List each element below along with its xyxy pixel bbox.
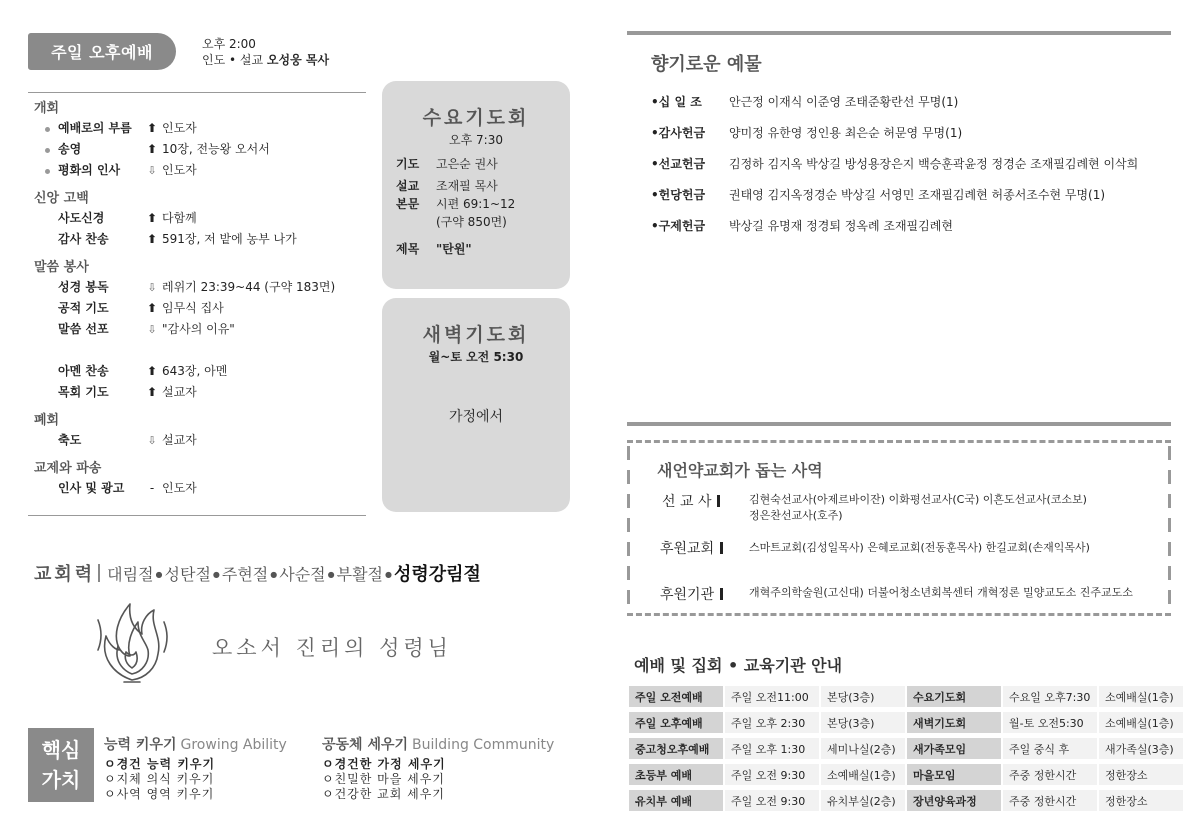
schedule-event: 초등부 예배	[629, 764, 723, 785]
schedule-place: 본당(3층)	[821, 686, 905, 707]
order-item	[34, 340, 364, 361]
calendar-label: 교회력	[34, 564, 96, 585]
schedule-event: 장년양육과정	[907, 790, 1001, 811]
order-item-value: 설교자	[162, 385, 197, 399]
calendar-season: 대림절	[107, 565, 154, 584]
schedule-place: 소예배실(1층)	[821, 764, 905, 785]
order-item	[34, 139, 364, 160]
value-item: ㅇ사역 영역 키우기	[104, 787, 215, 801]
offerings-title: 향기로운 예물	[651, 54, 762, 75]
value-group-ability	[104, 734, 287, 802]
value-item: ㅇ친밀한 마을 세우기	[322, 772, 445, 786]
holy-spirit-flame-icon	[92, 600, 172, 688]
leader-prefix: 인도 • 설교	[202, 53, 264, 67]
schedule-time: 수요일 오후7:30	[1003, 686, 1097, 707]
stand-arrow-icon: ⬆	[146, 364, 158, 378]
schedule-event: 주일 오후예배	[629, 712, 723, 733]
order-item-value: 10장, 전능왕 오서서	[162, 142, 270, 156]
stand-arrow-icon: ⬆	[146, 232, 158, 246]
order-item	[34, 208, 364, 229]
divider	[627, 422, 1171, 426]
schedule-event: 유치부 예배	[629, 790, 723, 811]
dashed-border	[627, 446, 630, 610]
schedule-time: 주중 정한시간	[1003, 790, 1097, 811]
order-item-value: 인도자	[162, 121, 197, 135]
ministry-category: 후원기관	[660, 584, 723, 604]
bullet-icon	[45, 148, 50, 153]
order-item	[34, 382, 364, 403]
ministry-list: 김현숙선교사(아제르바이잔) 이화평선교사(C국) 이흔도선교사(코소보) 정은찬선교사(호주)	[749, 493, 1087, 522]
ministry-category: 후원교회	[660, 538, 723, 558]
order-item-value: 설교자	[162, 433, 197, 447]
value-item: ㅇ경건 능력 키우기	[104, 757, 216, 771]
calendar-season: 부활절	[336, 565, 383, 584]
value-group-title: 능력 키우기 Growing Ability	[104, 737, 287, 753]
wednesday-row: 제목 "탄원"	[396, 242, 472, 256]
afternoon-service-time: 오후 2:00	[202, 37, 256, 51]
order-item-value: 인도자	[162, 481, 197, 495]
value-item: ㅇ지체 의식 키우기	[104, 772, 215, 786]
wednesday-prayer-box	[382, 81, 570, 289]
schedule-event: 새가족모임	[907, 738, 1001, 759]
order-item-label: 송영	[58, 142, 82, 156]
order-item	[34, 298, 364, 319]
order-section-title: 말씀 봉사	[34, 260, 89, 275]
schedule-event: 마을모임	[907, 764, 1001, 785]
order-section-title: 개회	[34, 101, 60, 116]
holy-spirit-text: 오소서 진리의 성령님	[212, 636, 452, 660]
order-item	[34, 361, 364, 382]
table-row	[629, 738, 1183, 759]
order-item-label: 성경 봉독	[58, 280, 109, 294]
order-section-title: 신앙 고백	[34, 191, 89, 206]
order-section-title: 교제와 파송	[34, 461, 102, 476]
stand-arrow-icon: ⬆	[146, 385, 158, 399]
dash-icon: -	[149, 481, 155, 495]
church-calendar	[34, 560, 481, 586]
divider	[28, 92, 366, 93]
leader-name: 오성웅 목사	[266, 53, 330, 67]
order-item	[34, 478, 364, 499]
wednesday-row: 본문 시편 69:1~12	[396, 197, 516, 211]
schedule-time: 주일 중식 후	[1003, 738, 1097, 759]
schedule-event: 수요기도회	[907, 686, 1001, 707]
table-row	[629, 712, 1183, 733]
separator-dot: ●	[155, 570, 163, 579]
separator-dot: ●	[212, 570, 220, 579]
order-section-title: 폐회	[34, 413, 60, 428]
table-row	[629, 790, 1183, 811]
calendar-season: 성탄절	[164, 565, 211, 584]
ministry-category: 선 교 사	[662, 491, 720, 511]
order-item-label: 인사 및 광고	[58, 481, 125, 495]
sit-arrow-icon: ⇩	[147, 434, 157, 447]
order-item-label: 목회 기도	[58, 385, 109, 399]
sit-arrow-icon: ⇩	[147, 164, 157, 177]
schedule-event: 새벽기도회	[907, 712, 1001, 733]
table-row	[629, 764, 1183, 785]
order-item	[34, 160, 364, 181]
schedule-time: 월-토 오전5:30	[1003, 712, 1097, 733]
order-item-label: 예배로의 부름	[58, 121, 132, 135]
wednesday-row: 설교 조재필 목사	[396, 179, 498, 193]
order-item-label: 공적 기도	[58, 301, 109, 315]
schedule-time: 주중 정한시간	[1003, 764, 1097, 785]
schedule-place: 세미나실(2층)	[821, 738, 905, 759]
order-item-value: 인도자	[162, 163, 197, 177]
stand-arrow-icon: ⬆	[146, 121, 158, 135]
schedule-time: 주일 오전 9:30	[725, 764, 819, 785]
sit-arrow-icon: ⇩	[147, 281, 157, 294]
table-row	[629, 686, 1183, 707]
value-group-title: 공동체 세우기 Building Community	[322, 737, 555, 753]
order-item	[34, 118, 364, 139]
order-item-value: 다함께	[162, 211, 197, 225]
schedule-place: 본당(3층)	[821, 712, 905, 733]
order-item-label: 축도	[58, 433, 82, 447]
divider	[98, 564, 100, 582]
value-item: ㅇ건강한 교회 세우기	[322, 787, 445, 801]
order-item-value: 임무식 집사	[162, 301, 224, 315]
value-group-community	[322, 734, 554, 802]
order-item	[34, 229, 364, 250]
schedule-place: 소예배실(1층)	[1099, 712, 1183, 733]
schedule-event: 주일 오전예배	[629, 686, 723, 707]
calendar-season: 주현절	[221, 565, 269, 584]
schedule-place: 새가족실(3층)	[1099, 738, 1183, 759]
order-item-label: 아멘 찬송	[58, 364, 109, 378]
ministry-list: 스마트교회(김성일목사) 은혜로교회(전동훈목사) 한길교회(손재익목사)	[749, 541, 1090, 554]
schedule-place: 정한장소	[1099, 790, 1183, 811]
stand-arrow-icon: ⬆	[146, 142, 158, 156]
order-item	[34, 319, 364, 340]
schedule-event: 중고청오후예배	[629, 738, 723, 759]
sit-arrow-icon: ⇩	[147, 323, 157, 336]
order-item-label: 사도신경	[58, 211, 105, 225]
wednesday-row: 기도 고은순 권사	[396, 157, 498, 171]
calendar-current-season: 성령강림절	[393, 564, 481, 585]
order-item-label: 감사 찬송	[58, 232, 109, 246]
order-item	[34, 277, 364, 298]
divider	[627, 31, 1171, 35]
ministry-list: 개혁주의학술원(고신대) 더불어청소년회복센터 개혁정론 밀양교도소 진주교도소	[749, 586, 1133, 599]
schedule-table	[627, 681, 1185, 816]
wednesday-time: 오후 7:30	[449, 133, 503, 147]
dawn-title: 새벽기도회	[422, 324, 530, 346]
calendar-season: 사순절	[279, 565, 326, 584]
schedule-place: 정한장소	[1099, 764, 1183, 785]
afternoon-service-info	[202, 36, 329, 68]
order-item	[34, 430, 364, 451]
dawn-note: 가정에서	[448, 409, 504, 425]
schedule-time: 주일 오후 2:30	[725, 712, 819, 733]
schedule-title: 예배 및 집회 • 교육기관 안내	[634, 656, 843, 675]
order-item-label: 말씀 선포	[58, 322, 109, 336]
schedule-time: 주일 오전11:00	[725, 686, 819, 707]
bullet-icon	[45, 127, 50, 132]
separator-dot: ●	[270, 570, 278, 579]
schedule-time: 주일 오전 9:30	[725, 790, 819, 811]
ministries-title: 새언약교회가 돕는 사역	[657, 461, 823, 480]
wednesday-row: (구약 850면)	[436, 215, 507, 229]
order-item-value: "감사의 이유"	[162, 322, 235, 336]
dawn-time: 월~토 오전 5:30	[428, 350, 524, 364]
order-item-value: 591장, 저 밭에 농부 나가	[162, 232, 297, 246]
core-values-label: 핵심 가치	[28, 728, 94, 802]
order-of-worship	[34, 100, 364, 499]
order-item-value: 643장, 아멘	[162, 364, 228, 378]
separator-dot: ●	[384, 570, 392, 579]
schedule-place: 유치부실(2층)	[821, 790, 905, 811]
divider	[28, 515, 366, 516]
order-item-value: 레위기 23:39~44 (구약 183면)	[162, 280, 336, 294]
stand-arrow-icon: ⬆	[146, 211, 158, 225]
dashed-border	[1168, 446, 1171, 610]
bullet-icon	[45, 169, 50, 174]
separator-dot: ●	[327, 570, 335, 579]
stand-arrow-icon: ⬆	[146, 301, 158, 315]
afternoon-service-title: 주일 오후예배	[28, 33, 176, 70]
dawn-prayer-box	[382, 298, 570, 512]
schedule-place: 소예배실(1층)	[1099, 686, 1183, 707]
order-item-label: 평화의 인사	[58, 163, 121, 177]
value-item: ㅇ경건한 가정 세우기	[322, 757, 446, 771]
schedule-time: 주일 오후 1:30	[725, 738, 819, 759]
wednesday-title: 수요기도회	[422, 107, 530, 129]
